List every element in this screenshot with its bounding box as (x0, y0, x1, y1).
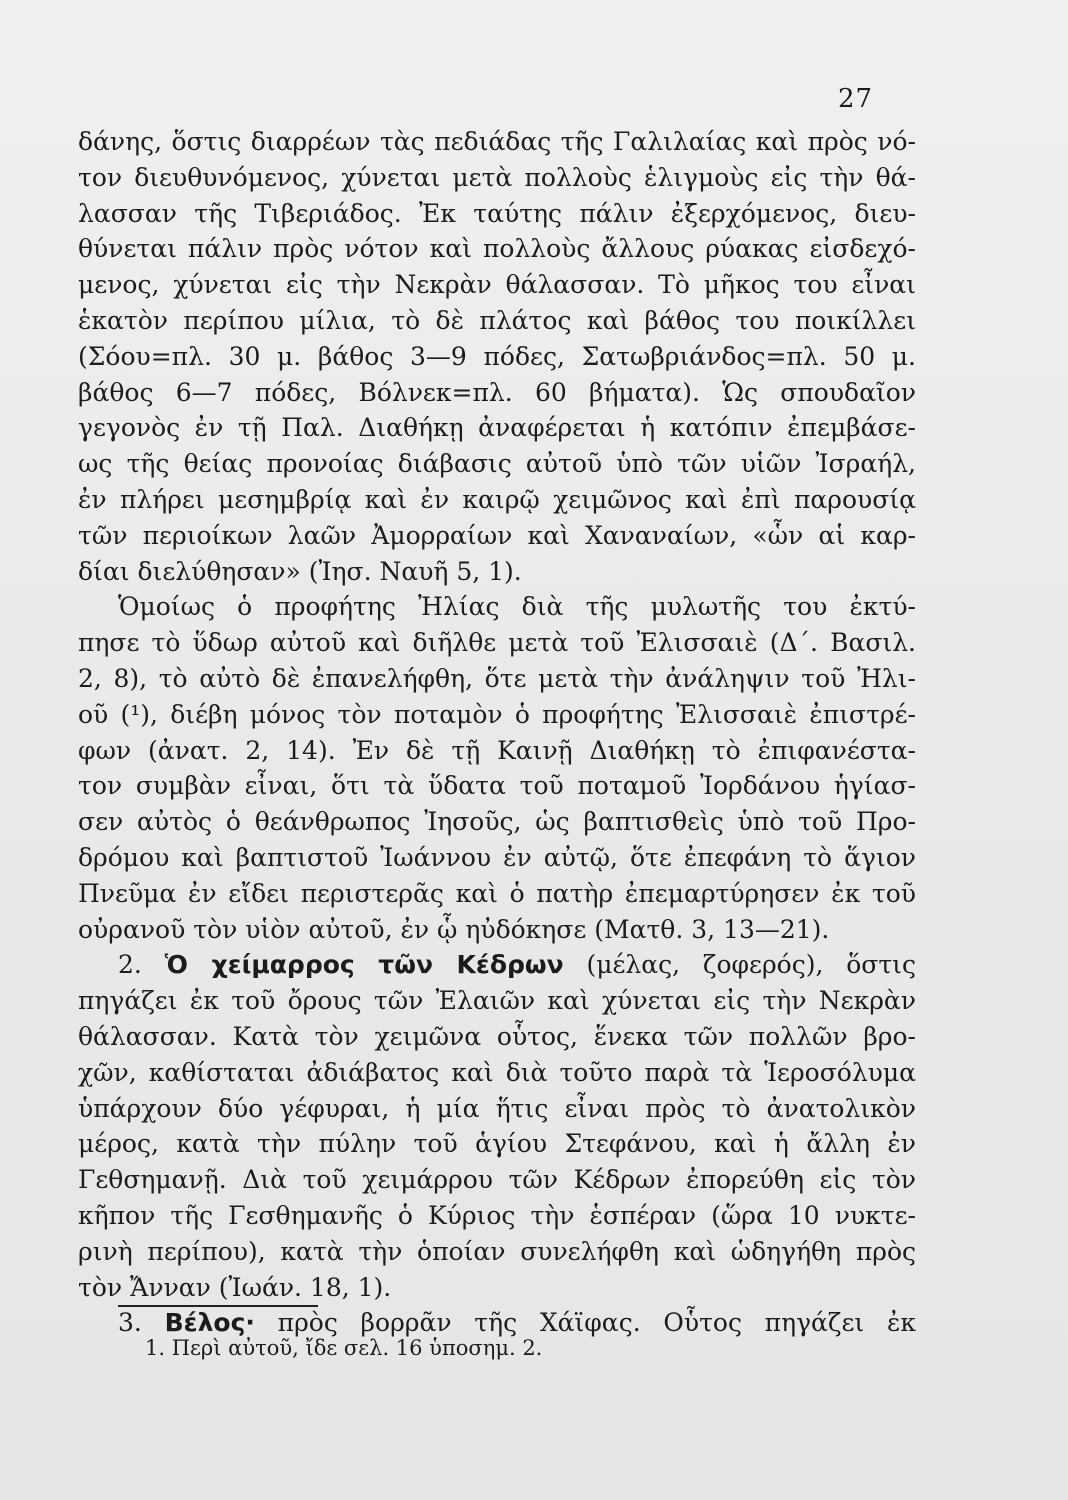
text-line: δάνης, ὅστις διαρρέων τὰς πεδιάδας τῆς Γαλιλαίας καὶ πρὸς νό- (78, 127, 916, 156)
section-number: 3. (118, 1308, 142, 1338)
text-line: 2, 8), τὸ αὐτὸ δὲ ἐπανελήφθη, ὅτε μετὰ τὴν ἀνάληψιν τοῦ Ἠλι- (78, 663, 916, 693)
text-line: φων (ἀνατ. 2, 14). Ἐν δὲ τῇ Καινῇ Διαθήκῃ τὸ ἐπιφανέστα- (78, 735, 916, 765)
text-line: θύνεται πάλιν πρὸς νότον καὶ πολλοὺς ἄλλους ρύακας εἰσδεχό- (78, 234, 916, 264)
text-line: ἐν πλήρει μεσημβρίᾳ καὶ ἐν καιρῷ χειμῶνος καὶ ἐπὶ παρουσίᾳ (78, 484, 916, 514)
footnote-rule (118, 1305, 318, 1307)
text-line: κῆπον τῆς Γεσθημανῆς ὁ Κύριος τὴν ἑσπέραν (ὥρα 10 νυκτε- (78, 1200, 916, 1230)
text-line: τῶν περιοίκων λαῶν Ἀμορραίων καὶ Χαναναίων, «ὧν αἱ καρ- (78, 520, 916, 550)
page-number: 27 (838, 84, 874, 114)
text-line: τον διευθυνόμενος, χύνεται μετὰ πολλοὺς ἑλιγμοὺς εἰς τὴν θά- (78, 162, 916, 192)
footnote: 1. Περὶ αὐτοῦ, ἴδε σελ. 16 ὑποσημ. 2. (145, 1336, 543, 1360)
text-line: θάλασσαν. Κατὰ τὸν χειμῶνα οὗτος, ἕνεκα τῶν πολλῶν βρο- (78, 1021, 916, 1051)
text-line: δίαι διελύθησαν» (Ἰησ. Ναυῆ 5, 1). (78, 556, 522, 586)
text-line: οὐρανοῦ τὸν υἱὸν αὐτοῦ, ἐν ᾧ ηὐδόκησε (Ματθ. 3, 13—21). (78, 914, 830, 944)
text-line: ἑκατὸν περίπου μίλια, τὸ δὲ πλάτος καὶ βάθος του ποικίλλει (78, 305, 916, 335)
text-line: ρινὴ περίπου), κατὰ τὴν ὁποίαν συνελήφθη καὶ ὡδηγήθη πρὸς (78, 1236, 916, 1266)
text-line: βάθος 6—7 πόδες, Βόλνεκ=πλ. 60 βήματα). Ὡς σπουδαῖον (78, 377, 916, 407)
text-line: γεγονὸς ἐν τῇ Παλ. Διαθήκῃ ἀναφέρεται ἡ κατόπιν ἐπεμβάσε- (78, 413, 916, 443)
text-line: λασσαν τῆς Τιβεριάδος. Ἐκ ταύτης πάλιν ἐξερχόμενος, διευ- (78, 198, 916, 228)
text-line: πηγάζει ἐκ τοῦ ὄρους τῶν Ἐλαιῶν καὶ χύνεται εἰς τὴν Νεκρὰν (78, 986, 916, 1016)
section-heading-rest: (μέλας, ζοφερός), ὅστις (563, 950, 916, 980)
text-line: πησε τὸ ὕδωρ αὐτοῦ καὶ διῆλθε μετὰ τοῦ Ἐλισσαιὲ (Δ΄. Βασιλ. (78, 628, 916, 658)
text-line: ὑπάρχουν δύο γέφυραι, ἡ μία ἥτις εἶναι πρὸς τὸ ἀνατολικὸν (78, 1093, 916, 1123)
text-line: (Σόου=πλ. 30 μ. βάθος 3—9 πόδες, Σατωβριάνδος=πλ. 50 μ. (78, 341, 916, 371)
text-line: δρόμου καὶ βαπτιστοῦ Ἰωάννου ἐν αὐτῷ, ὅτε ἐπεφάνη τὸ ἅγιον (78, 842, 916, 872)
text-line: χῶν, καθίσταται ἀδιάβατος καὶ διὰ τοῦτο παρὰ τὰ Ἱεροσόλυμα (78, 1057, 916, 1087)
text-line: οῦ (¹), διέβη μόνος τὸν ποταμὸν ὁ προφήτης Ἐλισσαιὲ ἐπιστρέ- (78, 699, 916, 729)
text-line: Ὁμοίως ὁ προφήτης Ἠλίας διὰ τῆς μυλωτῆς του ἐκτύ- (118, 592, 916, 622)
text-line: τον συμβὰν εἶναι, ὅτι τὰ ὕδατα τοῦ ποταμοῦ Ἰορδάνου ἡγίασ- (78, 771, 916, 801)
section-heading-line (78, 947, 916, 983)
text-line: Γεθσημανῇ. Διὰ τοῦ χειμάρρου τῶν Κέδρων ἐπορεύθη εἰς τὸν (78, 1165, 916, 1195)
text-line: μέρος, κατὰ τὴν πύλην τοῦ ἁγίου Στεφάνου, καὶ ἡ ἄλλη ἐν (78, 1129, 916, 1159)
section-number: 2. (118, 950, 142, 980)
text-line: μενος, χύνεται εἰς τὴν Νεκρὰν θάλασσαν. Τὸ μῆκος του εἶναι (78, 270, 916, 300)
text-line: ως τῆς θείας προνοίας διάβασις αὐτοῦ ὑπὸ τῶν υἱῶν Ἰσραήλ, (78, 449, 916, 479)
text-line: σεν αὐτὸς ὁ θεάνθρωπος Ἰησοῦς, ὡς βαπτισθεὶς ὑπὸ τοῦ Προ- (78, 807, 916, 837)
body-text (78, 124, 916, 1341)
section-heading: Ὁ χείμαρρος τῶν Κέδρων (164, 950, 564, 980)
text-line: Πνεῦμα ἐν εἴδει περιστερᾶς καὶ ὁ πατὴρ ἐπεμαρτύρησεν ἐκ τοῦ (78, 878, 916, 908)
text-line: τὸν Ἄνναν (Ἰωάν. 18, 1). (78, 1272, 392, 1302)
section-heading-rest: πρὸς βορρᾶν τῆς Χάϊφας. Οὗτος πηγάζει ἐκ (254, 1308, 916, 1338)
section-heading: Βέλος· (164, 1308, 255, 1338)
